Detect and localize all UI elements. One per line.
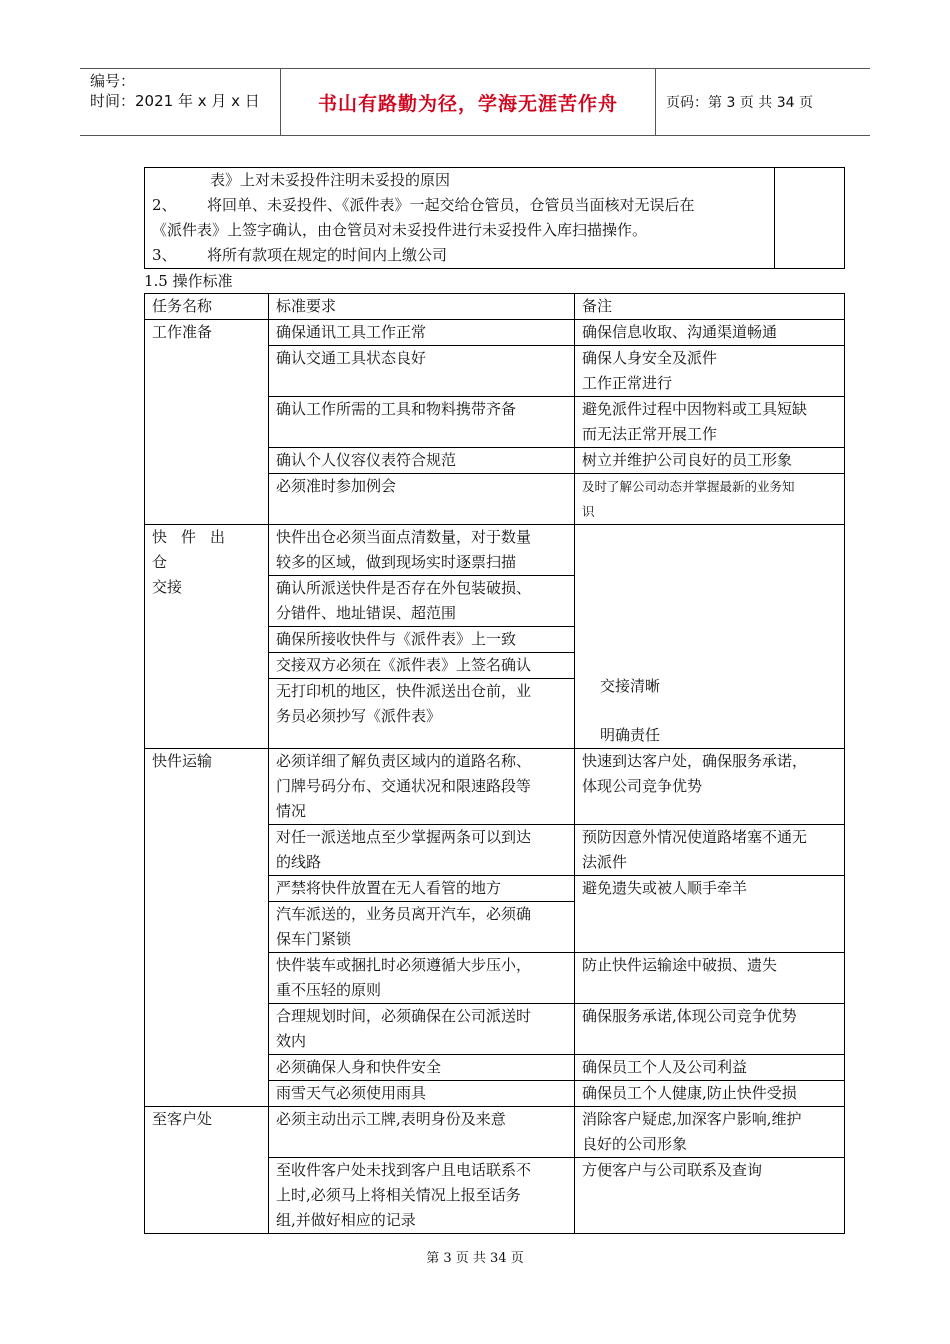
table-header-row: [145, 294, 845, 320]
note-line: 交接清晰: [600, 677, 661, 695]
requirement-line: 重不压轻的原则: [276, 981, 382, 999]
note-line: 体现公司竞争优势: [582, 777, 703, 795]
requirement-cell: 确认个人仪容仪表符合规范: [269, 448, 575, 474]
requirement-line: 务员必须抄写《派件表》: [276, 707, 442, 725]
note-line: 识: [582, 504, 595, 519]
task-cell: 至客户处: [145, 1107, 269, 1234]
note-cell: [575, 1107, 845, 1158]
requirement-line: 较多的区域，做到现场实时逐票扫描: [276, 553, 517, 571]
requirement-cell: [269, 953, 575, 1004]
requirement-cell: [269, 1158, 575, 1234]
table-row: [145, 320, 845, 346]
requirement-line: 组,并做好相应的记录: [276, 1211, 416, 1229]
header-page-number: 页码：第 3 页 共 34 页: [666, 95, 813, 111]
requirement-cell: [269, 525, 575, 576]
note-line: 法派件: [582, 853, 628, 871]
note-line: 消除客户疑虑,加深客户影响,维护: [582, 1110, 802, 1128]
document-number-label: 编号：: [90, 72, 136, 90]
procedure-line: 表》上对未妥投件注明未妥投的原因: [210, 171, 451, 189]
requirement-cell: 必须主动出示工牌,表明身份及来意: [269, 1107, 575, 1158]
requirement-cell: [269, 679, 575, 749]
task-line: 快件出仓: [152, 528, 240, 571]
requirement-line: 的线路: [276, 853, 322, 871]
note-cell: [575, 749, 845, 825]
task-cell: 工作准备: [145, 320, 269, 525]
requirement-line: 无打印机的地区，快件派送出仓前，业: [276, 682, 532, 700]
note-cell: [575, 825, 845, 876]
table-row: [145, 749, 845, 825]
note-line: 快速到达客户处，确保服务承诺，: [582, 752, 808, 770]
requirement-cell: 必须准时参加例会: [269, 474, 575, 525]
note-line: 确保人身安全及派件: [582, 349, 718, 367]
note-cell: [575, 397, 845, 448]
note-line: 而无法正常开展工作: [582, 425, 718, 443]
table-row: [145, 525, 845, 576]
header-cell: 任务名称: [145, 294, 269, 320]
item-number: 3、: [152, 246, 177, 264]
requirement-line: 对任一派送地点至少掌握两条可以到达: [276, 828, 532, 846]
note-cell: [575, 346, 845, 397]
header-motto: 书山有路勤为径，学海无涯苦作舟: [280, 69, 656, 135]
requirement-line: 快件出仓必须当面点清数量，对于数量: [276, 528, 532, 546]
requirement-cell: 确认交通工具状态良好: [269, 346, 575, 397]
note-cell: 确保信息收取、沟通渠道畅通: [575, 320, 845, 346]
requirement-line: 确认所派送快件是否存在外包装破损、: [276, 579, 532, 597]
requirement-line: 效内: [276, 1032, 307, 1050]
section-title: 1.5 操作标准: [144, 272, 233, 290]
note-cell: 确保员工个人及公司利益: [575, 1055, 845, 1081]
note-line: 避免派件过程中因物料或工具短缺: [582, 400, 808, 418]
table-row: [145, 1107, 845, 1158]
item-number: 2、: [152, 196, 177, 214]
note-cell: 确保服务承诺,体现公司竞争优势: [575, 1004, 845, 1055]
procedure-item-3: [152, 243, 767, 268]
continued-procedure-table: [144, 167, 845, 269]
requirement-cell: 确保通讯工具工作正常: [269, 320, 575, 346]
note-cell: [575, 474, 845, 525]
item-text: 将所有款项在规定的时间内上缴公司: [207, 246, 448, 264]
requirement-cell: 交接双方必须在《派件表》上签名确认: [269, 653, 575, 679]
note-line: 明确责任: [600, 726, 661, 744]
task-line: 交接: [152, 578, 183, 596]
page-header: [80, 68, 870, 136]
requirement-line: 快件装车或捆扎时必须遵循大步压小，: [276, 956, 532, 974]
note-line: 预防因意外情况使道路堵塞不通无: [582, 828, 808, 846]
page-footer: 第 3 页 共 34 页: [426, 1251, 524, 1266]
requirement-line: 保车门紧锁: [276, 930, 352, 948]
note-line: 良好的公司形象: [582, 1135, 688, 1153]
requirement-cell: 确保所接收快件与《派件表》上一致: [269, 627, 575, 653]
requirement-line: 上时,必须马上将相关情况上报至话务: [276, 1186, 521, 1204]
note-cell: 防止快件运输途中破损、遗失: [575, 953, 845, 1004]
requirement-line: 合理规划时间，必须确保在公司派送时: [276, 1007, 532, 1025]
document-date-label: 时间：2021 年 x 月 x 日: [90, 92, 260, 110]
procedure-cell: [145, 168, 775, 269]
requirement-line: 必须详细了解负责区域内的道路名称、: [276, 752, 532, 770]
requirement-cell: 确认工作所需的工具和物料携带齐备: [269, 397, 575, 448]
requirement-cell: [269, 576, 575, 627]
note-cell: 方便客户与公司联系及查询: [575, 1158, 845, 1234]
note-line: 及时了解公司动态并掌握最新的业务知: [582, 479, 795, 494]
requirement-line: 门牌号码分布、交通状况和限速路段等: [276, 777, 532, 795]
requirement-cell: [269, 825, 575, 876]
item-text: 将回单、未妥投件、《派件表》一起交给仓管员，仓管员当面核对无误后在: [207, 196, 695, 214]
note-cell: 树立并维护公司良好的员工形象: [575, 448, 845, 474]
requirement-cell: 必须确保人身和快件安全: [269, 1055, 575, 1081]
note-cell: 确保员工个人健康,防止快件受损: [575, 1081, 845, 1107]
requirement-cell: 严禁将快件放置在无人看管的地方: [269, 876, 575, 902]
note-cell: [575, 525, 845, 749]
empty-cell: [775, 168, 845, 269]
header-meta: [80, 69, 280, 135]
task-cell: [145, 525, 269, 749]
requirement-line: 情况: [276, 802, 307, 820]
procedure-line: 《派件表》上签字确认，由仓管员对未妥投件进行未妥投件入库扫描操作。: [152, 221, 648, 239]
requirement-cell: [269, 749, 575, 825]
requirement-cell: 雨雪天气必须使用雨具: [269, 1081, 575, 1107]
requirement-line: 至收件客户处未找到客户且电话联系不: [276, 1161, 532, 1179]
task-cell: 快件运输: [145, 749, 269, 1107]
operation-standards-table: [144, 293, 845, 1234]
header-cell: 备注: [575, 294, 845, 320]
requirement-line: 分错件、地址错误、超范围: [276, 604, 457, 622]
requirement-cell: [269, 1004, 575, 1055]
requirement-line: 汽车派送的，业务员离开汽车，必须确: [276, 905, 532, 923]
procedure-item-2: [152, 193, 767, 218]
header-cell: 标准要求: [269, 294, 575, 320]
requirement-cell: [269, 902, 575, 953]
note-line: 工作正常进行: [582, 374, 673, 392]
note-cell: 避免遗失或被人顺手牵羊: [575, 876, 845, 953]
